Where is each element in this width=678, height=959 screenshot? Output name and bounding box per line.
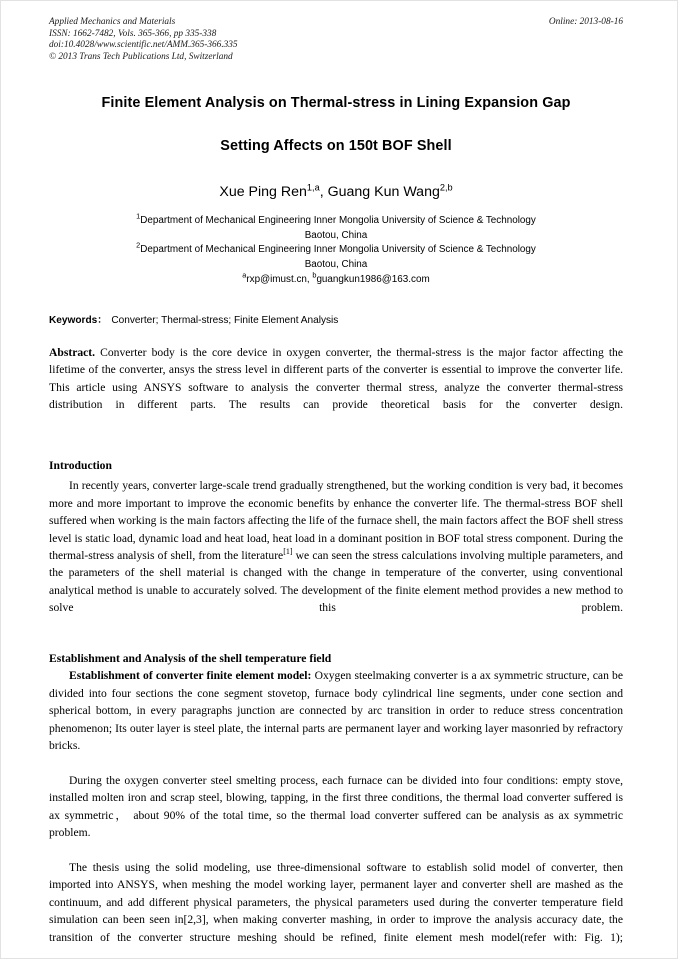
- affiliation-1-line-2: Baotou, China: [304, 229, 368, 241]
- establishment-p1-text: Oxygen steelmaking converter is a ax symmetric structure, can be divided into four sections the cone segment stovetop, furnace body cylindrical line segments, under cone section and spherical bottom, in every paragraphs junction are connected by arc transition in order to reduce stress concentration phenomenon; Its outer layer is steel plate, the internal parts are permanent layer and working layer masonried by refractory bricks.: [49, 669, 623, 753]
- author-2-superscript: 2,b: [439, 182, 453, 193]
- affiliation-2-marker: 2: [136, 240, 141, 250]
- journal-name: Applied Mechanics and Materials: [49, 17, 176, 27]
- author-emails: [49, 273, 623, 288]
- email-a-address[interactable]: rxp@imust.cn,: [246, 274, 310, 286]
- email-b-marker: b: [312, 271, 317, 281]
- author-2-name: Guang Kun Wang: [327, 184, 440, 200]
- abstract-block: [49, 344, 623, 431]
- title-line-1: Finite Element Analysis on Thermal-stress in Lining Expansion Gap: [101, 95, 571, 111]
- affiliation-2-line-2: Baotou, China: [304, 258, 368, 270]
- keywords-line: [49, 314, 623, 328]
- author-1-superscript: 1,a: [306, 182, 320, 193]
- establishment-paragraph-1: [49, 667, 623, 771]
- affiliation-1-text: Department of Mechanical Engineering Inner Mongolia University of Science & Technology: [140, 215, 536, 226]
- introduction-p1-part-1: In recently years, converter large-scale trend gradually strengthened, but the working condition is very bad, it becomes more and more important to improve the economic benefits by enhance the converter life. The thermal-stress BOF shell suffered when working is the main factors affecting the life of the furnace shell, the main factors affect the BOF shell stress level is static load, dynamic load and heat load, heat load in a dominant position in BOF total stress component. During the thermal-stress analysis of shell, from the literature: [49, 479, 623, 563]
- author-list: [49, 183, 623, 201]
- author-separator: ,: [319, 184, 328, 200]
- journal-masthead: [49, 17, 623, 69]
- abstract-text: Converter body is the core device in oxygen converter, the thermal-stress is the major factor affecting the lifetime of the converter, ansys the stress level in different parts of the converter is essential to improve the converter life. This article using ANSYS software to analysis the converter thermal stress, analyze the converter thermal-stress distribution in different parts. The results can provide theoretical basis for the converter design.: [49, 345, 623, 412]
- affiliation-2-text: Department of Mechanical Engineering Inner Mongolia University of Science & Technology: [140, 244, 536, 256]
- journal-issn-line: ISSN: 1662-7482, Vols. 365-366, pp 335-338: [49, 28, 217, 39]
- masthead-left-block: [49, 17, 479, 63]
- establishment-paragraph-3: The thesis using the solid modeling, use three-dimensional software to establish solid model of converter, then imported into ANSYS, when meshing the model working layer, permanent layer and converter shell are mashed as the continuum, and add different physical parameters, the physical parameters used during the converter temperature field simulation can been seen in[2,3], when making converter mashing, in order to improve the analysis accuracy date, the transition of the converter structure meshing should be refined, finite element mesh model(refer with: Fig. 1);: [49, 860, 623, 944]
- introduction-p1-part-2: we can seen the stress calculations involving multiple parameters, and the parameters of the shell material is changed with the change in temperature of the converter, using conventional analytical method is unable to accurately solved. The development of the finite element method provides a new method to solve this problem.: [49, 549, 623, 615]
- affiliation-list: [49, 211, 623, 272]
- establishment-p1-runin-heading: Establishment of converter finite element model:: [69, 669, 312, 683]
- section-heading-establishment: Establishment and Analysis of the shell temperature field: [49, 652, 332, 666]
- introduction-paragraph-1: [49, 477, 623, 634]
- author-1-name: Xue Ping Ren: [219, 184, 307, 200]
- citation-reference-1[interactable]: [1]: [283, 547, 293, 557]
- keywords-value: Converter; Thermal-stress; Finite Element Analysis: [111, 314, 339, 326]
- page-content: [49, 17, 623, 959]
- page-title: [49, 94, 623, 155]
- affiliation-1-marker: 1: [136, 211, 141, 221]
- affiliation-1-line-1: [49, 211, 623, 229]
- journal-copyright-line: © 2013 Trans Tech Publications Ltd, Switzerland: [49, 51, 233, 62]
- keywords-label: Keywords：: [49, 314, 108, 326]
- online-date: Online: 2013-08-16: [548, 17, 623, 27]
- journal-doi-line: doi:10.4028/www.scientific.net/AMM.365-366.335: [49, 40, 238, 51]
- abstract-label: Abstract.: [49, 345, 96, 359]
- establishment-paragraph-2: During the oxygen converter steel smelting process, each furnace can be divided into four conditions: empty stove, installed molten iron and scrap steel, blowing, tapping, in the first three conditions, the thermal load converter suffered is ax symmetric， about 90% of the total time, so the thermal load converter suffered can be analysis as ax symmetric problem.: [49, 773, 623, 840]
- email-a-marker: a: [242, 271, 247, 281]
- section-heading-introduction: Introduction: [49, 459, 112, 472]
- email-b-address[interactable]: guangkun1986@163.com: [316, 274, 430, 286]
- title-line-2: Setting Affects on 150t BOF Shell: [220, 138, 452, 154]
- affiliation-2-line-1: [49, 240, 623, 258]
